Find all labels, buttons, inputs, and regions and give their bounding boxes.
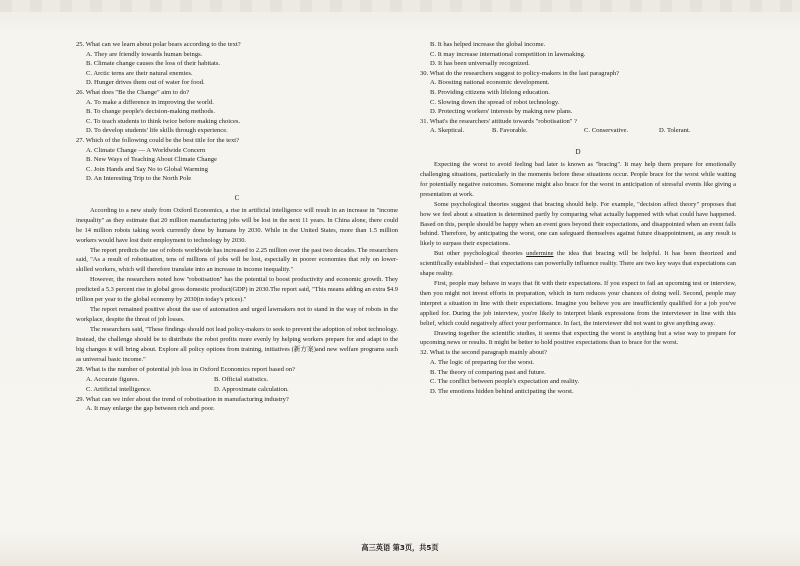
option: A. Skeptical. xyxy=(430,127,465,135)
option: A. To make a difference in improving the world. xyxy=(86,98,214,106)
passage-c-paragraph: According to a new study from Oxford Economics, a rise in artificial intelligence will result in an increase in "income inequality" as they estimate that 20 million manufacturing jobs will be lost in the next 11 years. In China alone, there could be 14 million robots taking work currently done by humans by 2030. While in the United States, more than 1.5 million workers would have lost their employment to technology by 2030. xyxy=(76,206,398,244)
scan-edge xyxy=(0,0,800,12)
option: B. The theory of comparing past and future. xyxy=(430,368,546,376)
option: D. Approximate calculation. xyxy=(214,385,289,393)
options-row xyxy=(76,375,398,385)
option: B. It has helped increase the global income. xyxy=(430,41,546,48)
option: C. To teach students to think twice before making choices. xyxy=(86,117,241,125)
section-c-heading: C xyxy=(234,193,240,202)
underlined-word: undermine xyxy=(526,250,554,258)
passage-d-paragraph: Expecting the worst to avoid feeling bad later is known as "bracing". It may help them prepare for emotionally challenging situations, particularly in the moments before these situations occur. People brace for the worst while waiting for potentially negative outcomes. Someone might also brace for the worst in anticipation of stressful events like giving a presentation at work. xyxy=(420,161,736,198)
option: B. Climate change causes the loss of their habitats. xyxy=(86,60,221,68)
option: C. Arctic terns are their natural enemies. xyxy=(86,69,193,77)
page-footer: 高三英语 第3页，共5页 xyxy=(361,543,439,552)
question-27: 27. Which of the following could be the best title for the text? xyxy=(76,136,240,144)
right-column xyxy=(420,40,736,396)
option: D. It has been universally recognized. xyxy=(430,60,530,68)
passage-c-paragraph: The researchers said, "These findings should not lead policy-makers to seek to prevent the adoption of robot technology. Instead, the challenge should be to distribute the robot profits more evenly by helping workers prepare for and adapt to the big changes it will bring about. Explore all policy options from training, initiatives (新方案)and new welfare programs such as universal basic income." xyxy=(76,325,398,363)
option: D. An Interesting Trip to the North Pole xyxy=(86,175,192,183)
passage-d-paragraph xyxy=(420,249,736,279)
question-30: 30. What do the researchers suggest to policy-makers in the last paragraph? xyxy=(420,69,620,77)
option: B. Favorable. xyxy=(492,127,528,135)
option: A. It may enlarge the gap between rich and poor. xyxy=(86,405,215,413)
option: B. Official statistics. xyxy=(214,376,269,383)
question-29: 29. What can we infer about the trend of robotisation in manufacturing industry? xyxy=(76,395,289,403)
passage-d-paragraph: Some psychological theories suggest that bracing should help. For example, "decision affect theory" proposes that how we feel about a situation is determined partly by comparing what actually happened with what could have happened. Based on this, people should be happy when an event goes beyond their expectations, and disappointed when an event falls behind. Therefore, by anticipating the worst, one can safeguard themselves against future disappointment, as any result is likely to surpass their expectations. xyxy=(420,200,736,248)
question-28: 28. What is the number of potential job loss in Oxford Economics report based on? xyxy=(76,366,296,374)
passage-c-paragraph: The report predicts the use of robots worldwide has increased to 2.25 million over the past two decades. The researchers said, "As a result of robotisation, tens of millions of jobs will be lost, especially in poorer economies that rely on lower-skilled workers, which will therefore translate into an increase in income inequality." xyxy=(76,246,398,274)
option: C. It may increase international competition in lawmaking. xyxy=(430,50,586,58)
option: B. New Ways of Teaching About Climate Change xyxy=(86,156,217,164)
option: D. The emotions hidden behind anticipating the worst. xyxy=(430,387,574,395)
passage-c-paragraph: However, the researchers noted how "robotisation" has the potential to boost productivity and economic growth. They predicted a 5.3 percent rise in global gross domestic product(GDP) in 2030.The report said, "This means adding an extra $4.9 trillion per year to the global economy by 2030(in today's prices)." xyxy=(76,276,398,304)
text-span: But other psychological theories xyxy=(434,250,527,258)
option: C. Join Hands and Say No to Global Warming xyxy=(86,165,208,173)
passage-c-paragraph: The report remained positive about the use of automation and urged lawmakers not to stand in the way of robots in the workplace, despite the threat of job losses. xyxy=(76,305,398,323)
section-d-heading: D xyxy=(575,148,581,157)
text-span: the idea that bracing will be helpful. It has been theorized and scientifically established – that expectations can powerfully influence reality. There are two key ways that expectations can shape reality. xyxy=(420,250,736,278)
question-25: 25. What can we learn about polar bears according to the text? xyxy=(76,41,241,48)
passage-d-paragraph: Drawing together the scientific studies, it seems that expecting the worst is anything but a wise way to prepare for upcoming news or results. It might be better to hold positive expectations than to brace for the worst. xyxy=(420,329,736,347)
option: C. Artificial intelligence. xyxy=(86,385,152,393)
left-column xyxy=(76,40,398,414)
option: A. Boosting national economic development. xyxy=(430,79,550,87)
option: D. To develop students' life skills through experience. xyxy=(86,127,228,135)
option: B. To change people's decision-making methods. xyxy=(86,108,215,116)
option: C. Conservative. xyxy=(584,127,629,135)
option: C. Slowing down the spread of robot technology. xyxy=(430,98,560,106)
option: D. Protecting workers' interests by making new plans. xyxy=(430,108,573,116)
options-row xyxy=(420,126,736,136)
question-26: 26. What does "Be the Change" aim to do? xyxy=(76,88,190,96)
option: C. The conflict between people's expectation and reality. xyxy=(430,378,580,386)
option: D. Hunger drives them out of water for food. xyxy=(86,79,205,87)
passage-d-paragraph: First, people may behave in ways that fit with their expectations. If you expect to fail an upcoming test or interview, then you might not invest efforts in preparation, which in turn reduces your chances of doing well. Second, people may interpret a situation in line with their expectations. Imagine you believe you are insufficiently qualified for a job you've applied for. During the job interview, you're likely to interpret blank expressions from the interviewer in line with this belief, which could negatively affect your performance. In fact, the interviewer did not want to give anything away. xyxy=(420,280,736,327)
option: A. They are friendly towards human beings. xyxy=(86,50,203,58)
option: D. Tolerant. xyxy=(659,127,691,135)
option: A. Climate Change — A Worldwide Concern xyxy=(86,146,206,154)
option: B. Providing citizens with lifelong education. xyxy=(430,88,550,96)
question-31: 31. What's the researchers' attitude towards "robotisation" ? xyxy=(420,117,578,125)
options-row xyxy=(76,385,398,395)
option: A. The logic of preparing for the worst. xyxy=(430,358,535,366)
option: A. Accurate figures. xyxy=(86,376,140,383)
question-32: 32. What is the second paragraph mainly about? xyxy=(420,349,547,357)
